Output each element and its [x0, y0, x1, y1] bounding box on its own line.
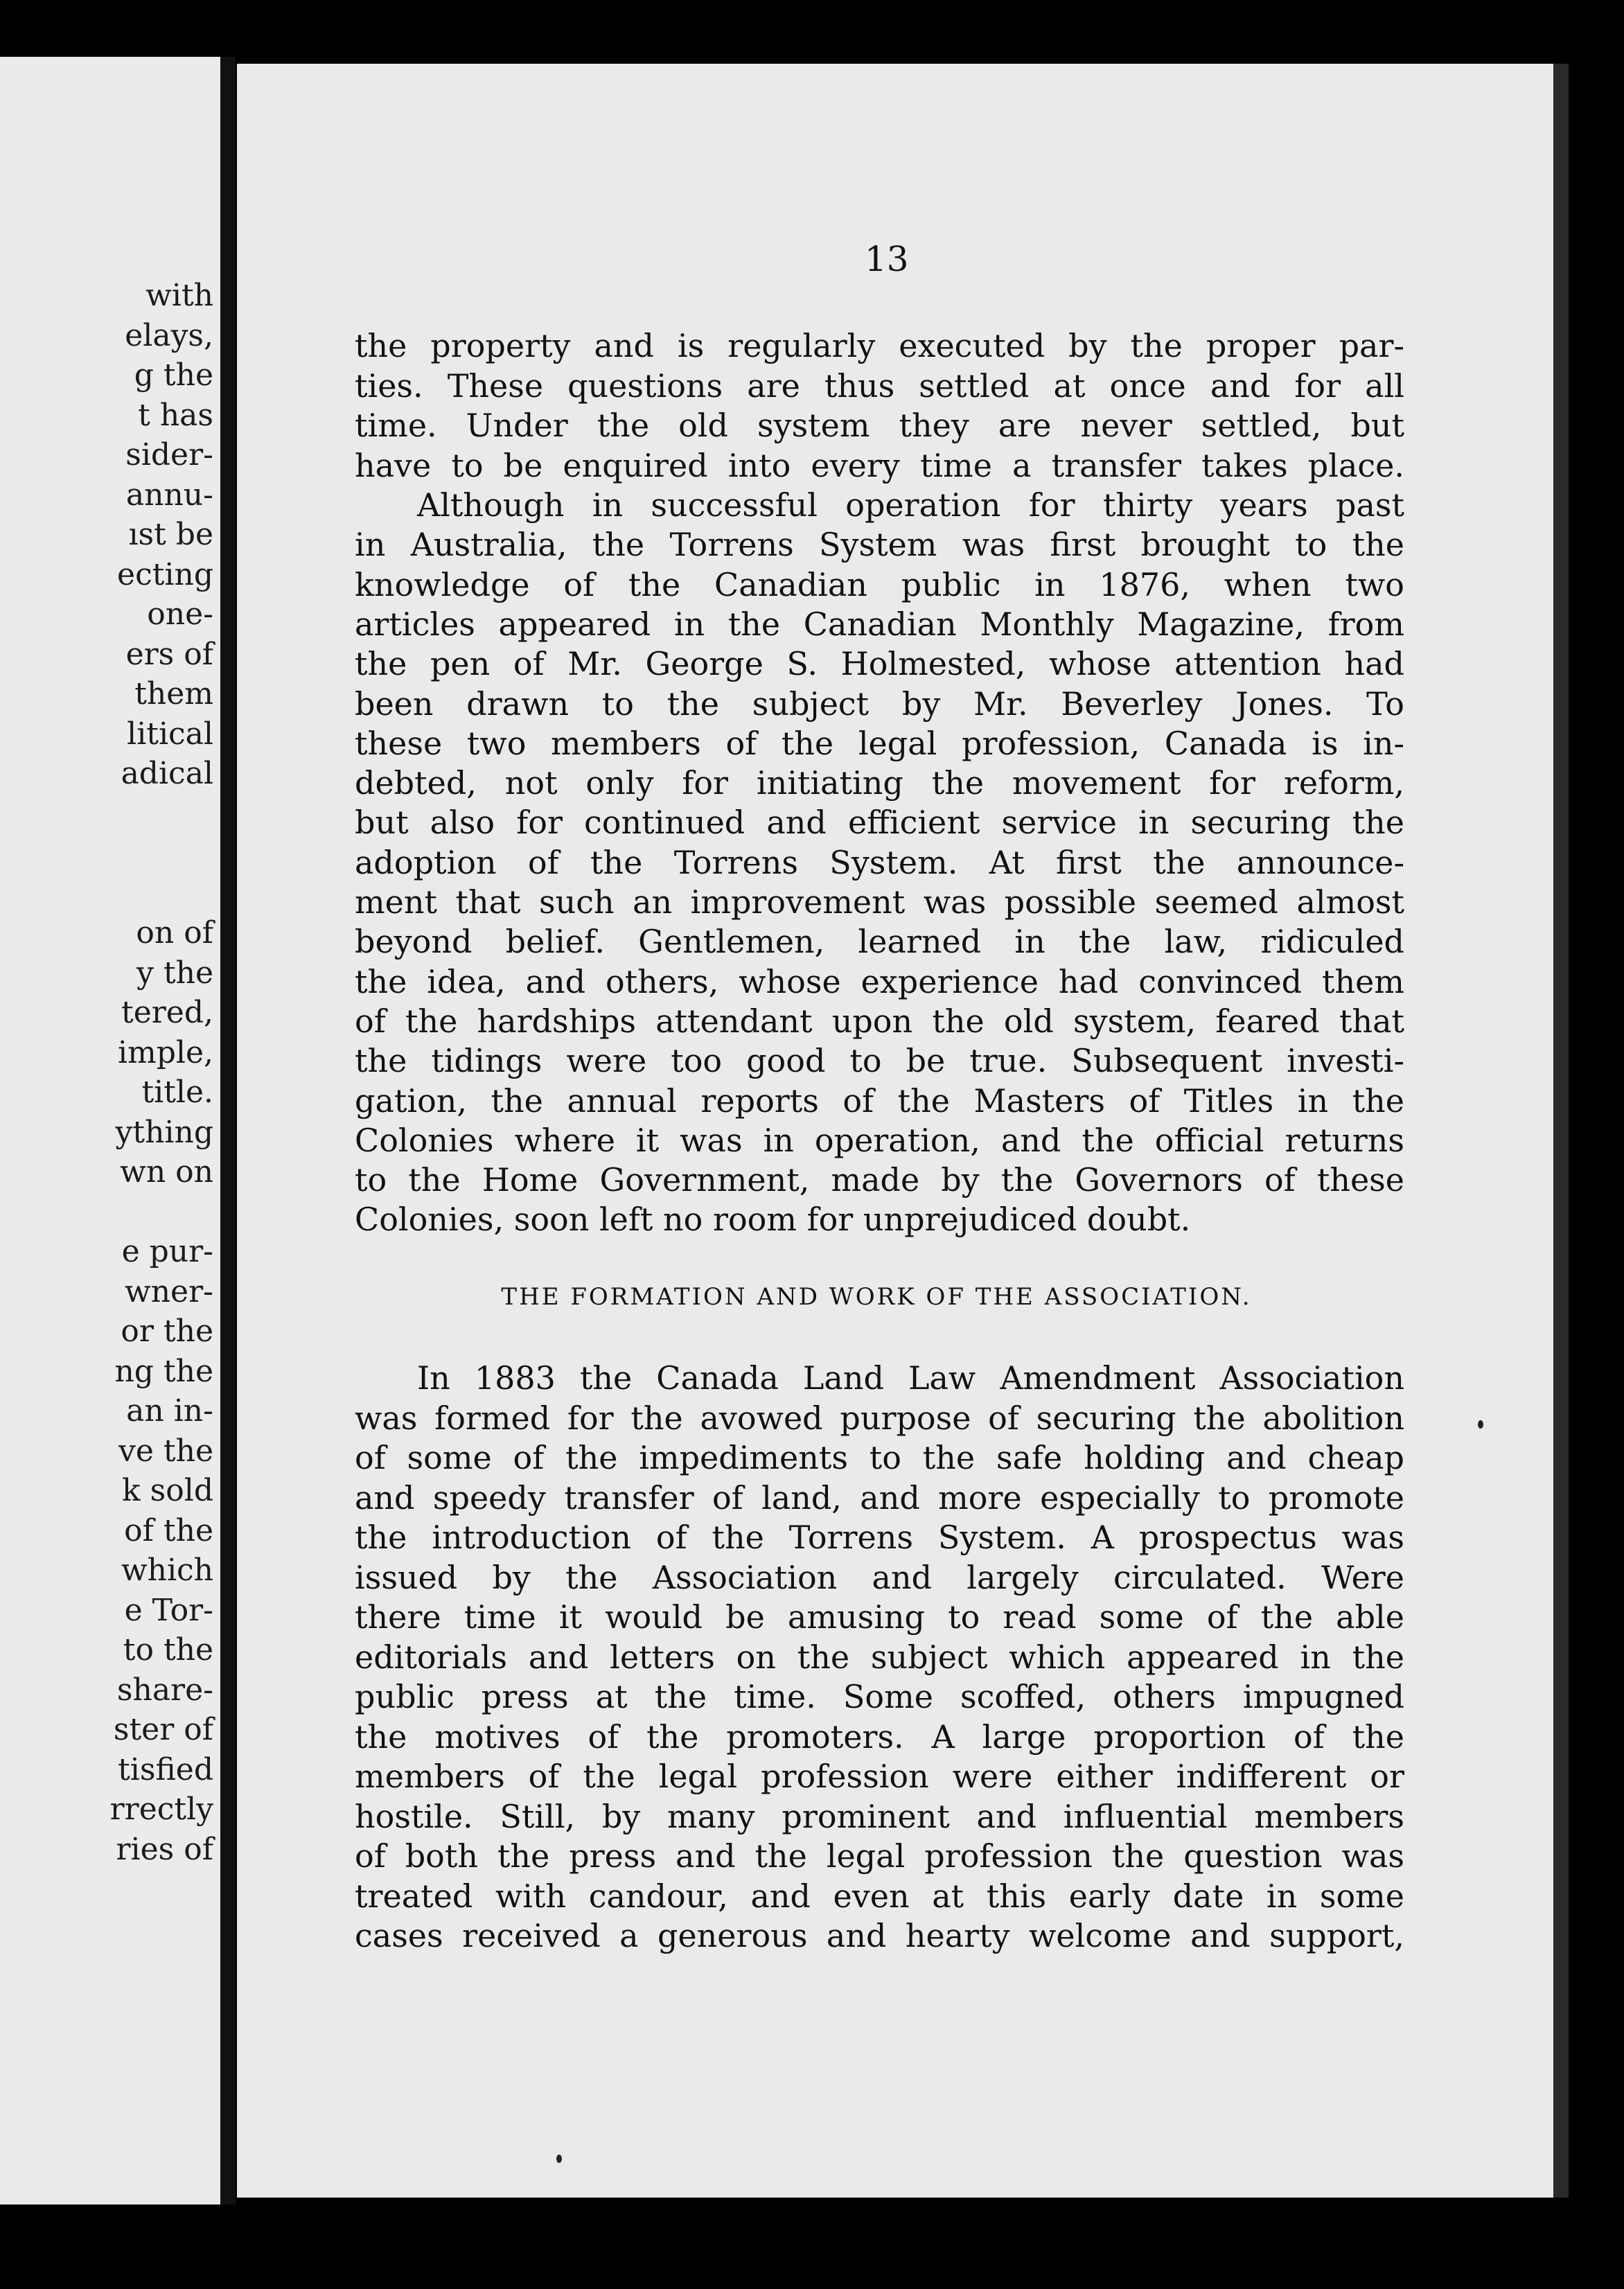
- left-page-fragment: of the: [124, 1512, 213, 1548]
- left-page-fragment: y the: [136, 955, 213, 991]
- text-line: hostile. Still, by many prominent and influential members: [355, 1797, 1404, 1835]
- left-page-fragment: elays,: [125, 317, 213, 353]
- text-line: these two members of the legal profession, Canada is in-: [355, 724, 1404, 762]
- left-page-fragment: title.: [141, 1075, 213, 1110]
- text-line: public press at the time. Some scoffed, others impugned: [355, 1678, 1404, 1715]
- text-line: In 1883 the Canada Land Law Amendment Association: [417, 1359, 1404, 1397]
- text-line: to the Home Government, made by the Governors of these: [355, 1161, 1404, 1199]
- speck: [1478, 1420, 1483, 1429]
- left-page-fragment: share-: [116, 1672, 213, 1708]
- left-page-fragment: ng the: [114, 1353, 213, 1389]
- text-line: beyond belief. Gentlemen, learned in the law, ridiculed: [355, 923, 1404, 961]
- left-page-fragment: them: [134, 676, 213, 712]
- text-line: the introduction of the Torrens System. A prospectus was: [355, 1519, 1404, 1556]
- text-line: there time it would be amusing to read some of the able: [355, 1598, 1404, 1636]
- text-line: but also for continued and efficient service in securing the: [355, 804, 1404, 842]
- text-line: time. Under the old system they are never settled, but: [355, 407, 1404, 444]
- left-page-fragment: [213, 874, 220, 914]
- left-page-fragment: one-: [147, 596, 213, 632]
- left-page-fragment: adical: [121, 756, 213, 791]
- text-line: members of the legal profession were either indifferent or: [355, 1758, 1404, 1795]
- left-page-fragment: ve the: [118, 1433, 213, 1469]
- text-line: debted, not only for initiating the movement for reform,: [355, 764, 1404, 802]
- left-page-fragment: tered,: [121, 995, 213, 1030]
- left-page-fragment: tisfied: [118, 1751, 213, 1787]
- left-page-fragment: wn on: [120, 1154, 213, 1190]
- text-line: been drawn to the subject by Mr. Beverley Jones. To: [355, 684, 1404, 723]
- left-page-fragment: g the: [134, 357, 213, 393]
- left-page-fragment: ster of: [113, 1712, 213, 1747]
- left-page-fragment: ything: [115, 1114, 213, 1150]
- text-line: the pen of Mr. George S. Holmested, whose attention had: [355, 645, 1404, 683]
- section-heading: THE FORMATION AND WORK OF THE ASSOCIATION.: [501, 1283, 1252, 1311]
- left-page-fragment: e pur-: [121, 1234, 213, 1269]
- left-page-fragment: which: [121, 1553, 213, 1588]
- left-page-fragment: litical: [127, 716, 213, 752]
- left-page-fragment: rrectly: [109, 1792, 213, 1827]
- text-line: knowledge of the Canadian public in 1876, when two: [355, 565, 1404, 603]
- left-page-fragment: ers of: [125, 636, 213, 672]
- left-page-fragment: to the: [123, 1632, 213, 1668]
- left-page-fragment: an in-: [126, 1393, 213, 1429]
- text-line: the motives of the promoters. A large proportion of the: [355, 1717, 1404, 1756]
- left-page-fragment: [213, 794, 220, 834]
- left-page-fragment: t has: [138, 397, 213, 433]
- left-page-fragment: k sold: [122, 1473, 213, 1508]
- text-line: Colonies where it was in operation, and the official returns: [355, 1121, 1404, 1159]
- text-line: the tidings were too good to be true. Subsequent investi-: [355, 1042, 1404, 1080]
- left-page-fragment: sider-: [125, 437, 213, 472]
- text-line: gation, the annual reports of the Masters of Titles in the: [355, 1081, 1404, 1120]
- left-page-fragment: or the: [121, 1314, 213, 1349]
- text-line: was formed for the avowed purpose of securing the abolition: [355, 1399, 1404, 1437]
- left-page-fragment: ıst be: [128, 517, 213, 552]
- left-page-fragment: ecting: [117, 556, 213, 592]
- text-line: articles appeared in the Canadian Monthly Magazine, from: [355, 605, 1404, 643]
- left-page-fragment: annu-: [125, 477, 213, 513]
- text-line: the property and is regularly executed by the proper par-: [355, 327, 1404, 364]
- text-line: ment that such an improvement was possible seemed almost: [355, 883, 1404, 921]
- text-line: Colonies, soon left no room for unprejudiced doubt.: [355, 1201, 1191, 1239]
- text-line: have to be enquired into every time a transfer takes place.: [355, 446, 1404, 484]
- text-line: and speedy transfer of land, and more especially to promote: [355, 1478, 1404, 1517]
- text-line: of both the press and the legal profession the question was: [355, 1837, 1404, 1875]
- text-line: the idea, and others, whose experience had convinced them: [355, 962, 1404, 1000]
- speck: [556, 2155, 562, 2163]
- text-line: editorials and letters on the subject which appeared in the: [355, 1638, 1404, 1676]
- text-line: issued by the Association and largely circulated. Were: [355, 1558, 1404, 1596]
- text-line: adoption of the Torrens System. At first the announce-: [355, 843, 1404, 881]
- book-spine: [220, 57, 236, 2204]
- left-page-fragment: on of: [136, 915, 213, 951]
- left-page-fragment: [213, 1192, 220, 1232]
- left-page-fragment: with: [145, 278, 213, 313]
- page-number: 13: [865, 239, 909, 279]
- left-page: [0, 57, 220, 2204]
- left-page-fragment: imple,: [117, 1034, 213, 1070]
- left-page-fragment: wner-: [125, 1273, 213, 1309]
- text-line: treated with candour, and even at this early date in some: [355, 1877, 1404, 1915]
- left-page-fragment: ries of: [116, 1831, 213, 1867]
- text-line: in Australia, the Torrens System was first brought to the: [355, 526, 1404, 564]
- text-line: Although in successful operation for thirty years past: [417, 486, 1404, 524]
- left-page-fragment: e Tor-: [124, 1592, 213, 1628]
- text-line: ties. These questions are thus settled at once and for all: [355, 366, 1404, 405]
- text-line: of the hardships attendant upon the old system, feared that: [355, 1002, 1404, 1040]
- text-line: cases received a generous and hearty welcome and support,: [355, 1917, 1404, 1954]
- left-page-fragment: [213, 833, 220, 874]
- text-line: of some of the impediments to the safe holding and cheap: [355, 1439, 1404, 1476]
